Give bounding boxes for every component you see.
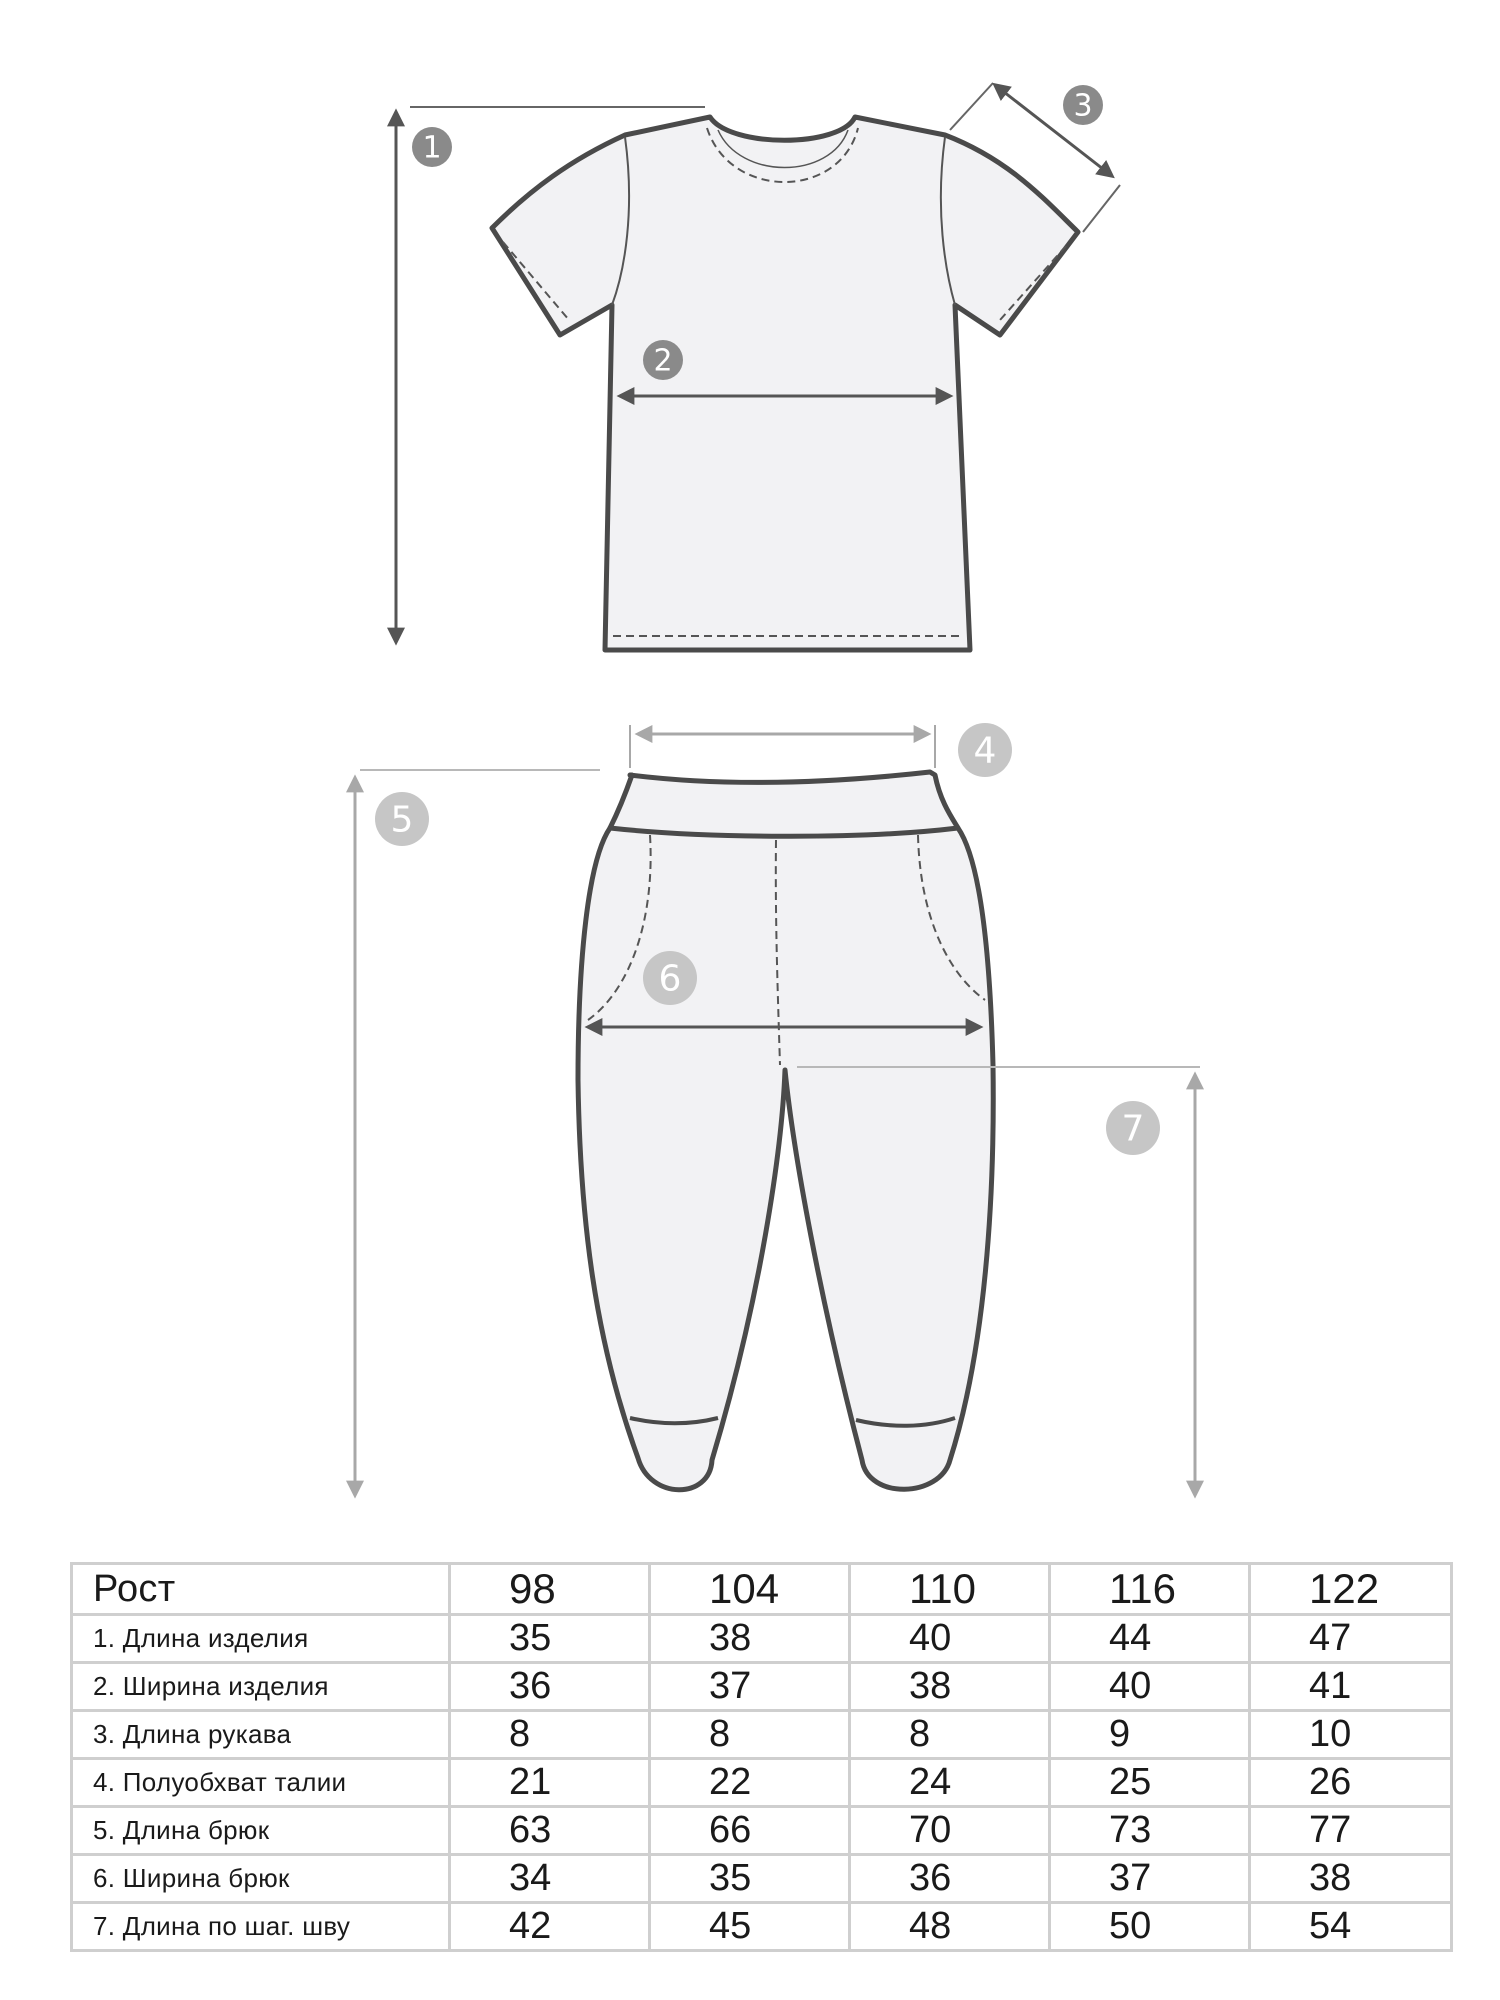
- size-height-cell: 104: [650, 1564, 850, 1615]
- tshirt-body: [492, 117, 1078, 650]
- marker-1-label: 1: [422, 130, 442, 166]
- marker-7-label: 7: [1121, 1108, 1145, 1150]
- measurement-value-cell: 70: [850, 1807, 1050, 1855]
- measurement-value-cell: 45: [650, 1903, 850, 1951]
- height-label: Рост: [72, 1564, 450, 1615]
- marker-7: [1106, 1101, 1160, 1155]
- measurement-value-cell: 38: [650, 1615, 850, 1663]
- size-height-cell: 98: [450, 1564, 650, 1615]
- measurement-value-cell: 40: [850, 1615, 1050, 1663]
- size-height-cell: 116: [1050, 1564, 1250, 1615]
- measurement-value-cell: 22: [650, 1759, 850, 1807]
- table-row: [72, 1903, 1452, 1951]
- table-row: [72, 1663, 1452, 1711]
- measurement-value-cell: 35: [450, 1615, 650, 1663]
- measurement-value-cell: 34: [450, 1855, 650, 1903]
- marker-3: [1063, 85, 1103, 125]
- measurement-label: 2. Ширина изделия: [72, 1663, 450, 1711]
- marker-4: [958, 723, 1012, 777]
- tshirt-drawing: [492, 117, 1078, 650]
- table-row: [72, 1615, 1452, 1663]
- measurement-value-cell: 36: [450, 1663, 650, 1711]
- measurement-value-cell: 8: [850, 1711, 1050, 1759]
- size-table-body: [72, 1564, 1452, 1951]
- measurement-value-cell: 8: [450, 1711, 650, 1759]
- marker-6: [643, 951, 697, 1005]
- measurement-value-cell: 9: [1050, 1711, 1250, 1759]
- measurement-value-cell: 66: [650, 1807, 850, 1855]
- measurement-value-cell: 42: [450, 1903, 650, 1951]
- measurement-label: 4. Полуобхват талии: [72, 1759, 450, 1807]
- measurement-value-cell: 24: [850, 1759, 1050, 1807]
- measurement-value-cell: 21: [450, 1759, 650, 1807]
- measurement-value-cell: 38: [1250, 1855, 1452, 1903]
- size-height-cell: 122: [1250, 1564, 1452, 1615]
- marker-5-label: 5: [390, 799, 414, 841]
- measurement-value-cell: 73: [1050, 1807, 1250, 1855]
- pants-waistband: [610, 772, 958, 836]
- size-table: [70, 1562, 1453, 1952]
- marker-2-label: 2: [653, 343, 673, 379]
- measurement-label: 3. Длина рукава: [72, 1711, 450, 1759]
- marker-3-label: 3: [1073, 88, 1093, 124]
- measurement-value-cell: 50: [1050, 1903, 1250, 1951]
- pants-body: [578, 828, 993, 1490]
- measurement-value-cell: 35: [650, 1855, 850, 1903]
- measurement-label: 7. Длина по шаг. шву: [72, 1903, 450, 1951]
- measurement-label: 1. Длина изделия: [72, 1615, 450, 1663]
- table-header-row: [72, 1564, 1452, 1615]
- pants-drawing: [578, 772, 993, 1490]
- measurement-value-cell: 63: [450, 1807, 650, 1855]
- measurement-value-cell: 77: [1250, 1807, 1452, 1855]
- measurement-value-cell: 25: [1050, 1759, 1250, 1807]
- marker-2: [643, 340, 683, 380]
- table-row: [72, 1855, 1452, 1903]
- table-row: [72, 1759, 1452, 1807]
- measurement-value-cell: 37: [650, 1663, 850, 1711]
- measurement-value-cell: 47: [1250, 1615, 1452, 1663]
- measurement-value-cell: 36: [850, 1855, 1050, 1903]
- measurement-value-cell: 40: [1050, 1663, 1250, 1711]
- marker-5: [375, 792, 429, 846]
- measurement-value-cell: 37: [1050, 1855, 1250, 1903]
- measurement-value-cell: 8: [650, 1711, 850, 1759]
- measurement-value-cell: 10: [1250, 1711, 1452, 1759]
- measurement-value-cell: 48: [850, 1903, 1050, 1951]
- measurement-value-cell: 41: [1250, 1663, 1452, 1711]
- measurement-label: 5. Длина брюк: [72, 1807, 450, 1855]
- measurement-label: 6. Ширина брюк: [72, 1855, 450, 1903]
- table-row: [72, 1711, 1452, 1759]
- table-row: [72, 1807, 1452, 1855]
- measurement-value-cell: 44: [1050, 1615, 1250, 1663]
- marker-1: [412, 127, 452, 167]
- sleeve-ext-line-top: [950, 83, 993, 130]
- marker-6-label: 6: [658, 958, 682, 1000]
- marker-4-label: 4: [973, 730, 997, 772]
- measurement-value-cell: 38: [850, 1663, 1050, 1711]
- sleeve-ext-line-bottom: [1083, 185, 1120, 232]
- measurement-value-cell: 26: [1250, 1759, 1452, 1807]
- size-height-cell: 110: [850, 1564, 1050, 1615]
- measurement-value-cell: 54: [1250, 1903, 1452, 1951]
